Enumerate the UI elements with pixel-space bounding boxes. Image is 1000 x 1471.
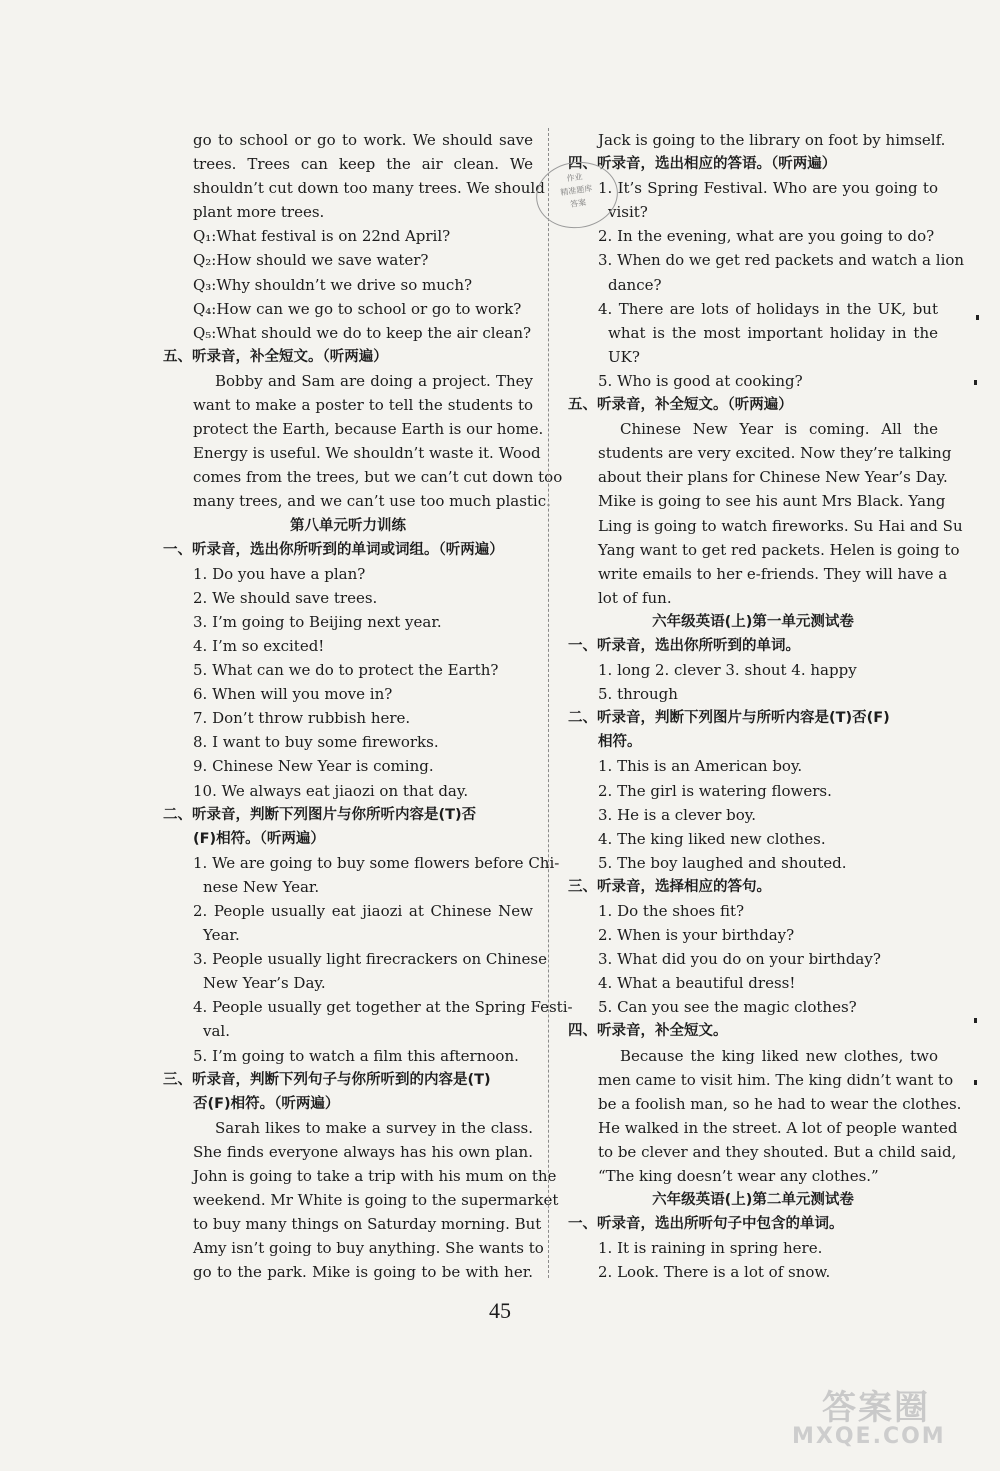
right-column-line: 2. The girl is watering flowers. [598, 781, 832, 800]
left-column-line: Energy is useful. We shouldn’t waste it. Wood [193, 444, 541, 463]
left-column-line: 8. I want to buy some fireworks. [193, 733, 439, 752]
left-column-line: 3. I’m going to Beijing next year. [193, 612, 442, 631]
left-column-line: 2. People usually eat jiaozi at Chinese New [193, 902, 533, 920]
right-column-line: to be clever and they shouted. But a child said, [598, 1142, 957, 1161]
left-column-line: Q₄:How can we go to school or go to work? [193, 299, 522, 318]
right-column [568, 128, 965, 1285]
left-column-line: shouldn’t cut down too many trees. We should [193, 179, 545, 198]
right-column-line: 一、听录音，选出你所听到的单词。 [568, 637, 800, 654]
left-column-line: to buy many things on Saturday morning. But [193, 1215, 542, 1234]
right-column-line: Because the king liked new clothes, two [620, 1046, 938, 1065]
left-column-line: 4. I’m so excited! [193, 636, 325, 655]
margin-mark [974, 1018, 977, 1023]
column-divider [548, 128, 549, 1278]
left-column-line: Amy isn’t going to buy anything. She wants to [193, 1239, 544, 1258]
right-column-line: 1. It is raining in spring here. [598, 1239, 823, 1258]
right-column-line: 四、听录音，选出相应的答语。（听两遍） [568, 156, 837, 173]
left-column-line: 2. We should save trees. [193, 588, 378, 607]
right-column-line: be a foolish man, so he had to wear the clothes. [598, 1094, 962, 1113]
right-column-line: 1. Do the shoes fit? [598, 902, 745, 920]
stamp-logo: 作业 精准题库 答案 [532, 157, 622, 234]
left-column-line: trees. Trees can keep the air clean. We [193, 155, 533, 174]
left-column-line: plant more trees. [193, 203, 325, 222]
left-column-line: 第八单元听力训练 [290, 517, 406, 534]
left-column-line: 五、听录音，补全短文。（听两遍） [163, 348, 388, 365]
right-column-line: men came to visit him. The king didn’t want to [598, 1070, 954, 1089]
right-column-line: 5. Who is good at cooking? [598, 371, 803, 390]
right-column-line: He walked in the street. A lot of people wanted [598, 1118, 958, 1137]
left-column-line: Year. [203, 926, 240, 945]
right-column-line: Jack is going to the library on foot by himself. [598, 131, 946, 149]
left-column-line: Q₅:What should we do to keep the air clean? [193, 323, 532, 342]
right-column-line: 2. Look. There is a lot of snow. [598, 1263, 831, 1282]
right-column-line: 五、听录音，补全短文。（听两遍） [568, 397, 793, 414]
page-number: 45 [489, 1298, 511, 1323]
right-column-line: 4. The king liked new clothes. [598, 829, 826, 848]
right-column-line: 相符。 [598, 734, 642, 751]
right-column-line: what is the most important holiday in the [608, 323, 938, 342]
left-column-line: 4. People usually get together at the Spring Festi- [193, 998, 573, 1017]
left-column-line: She finds everyone always has his own plan. [193, 1142, 533, 1161]
margin-mark [974, 380, 977, 385]
left-column-line: many trees, and we can’t use too much plastic. [193, 492, 551, 511]
right-column-line: 5. The boy laughed and shouted. [598, 853, 847, 872]
left-column-line: 否(F)相符。（听两遍） [193, 1095, 340, 1112]
right-column-line: 4. What a beautiful dress! [598, 974, 796, 993]
left-column-line: Q₃:Why shouldn’t we drive so much? [193, 275, 473, 294]
right-column-line: Yang want to get red packets. Helen is going to [598, 540, 960, 559]
left-column-line: 6. When will you move in? [193, 685, 393, 704]
left-column-line: 10. We always eat jiaozi on that day. [193, 781, 469, 800]
left-column-line: New Year’s Day. [203, 974, 326, 993]
right-column-line: 六年级英语(上)第二单元测试卷 [652, 1192, 854, 1209]
right-column-line: about their plans for Chinese New Year’s Day. [598, 468, 948, 487]
right-column-line: 三、听录音，选择相应的答句。 [568, 878, 771, 895]
right-column-line: write emails to her e-friends. They will have a [598, 564, 948, 583]
left-column-line: John is going to take a trip with his mum on the [193, 1167, 557, 1186]
left-column-line: Bobby and Sam are doing a project. They [215, 371, 533, 390]
right-column-line: 5. through [598, 685, 678, 704]
left-column-line: (F)相符。（听两遍） [193, 830, 325, 847]
right-column-line: 3. What did you do on your birthday? [598, 950, 881, 969]
left-column-line: 3. People usually light firecrackers on Chinese [193, 950, 547, 969]
right-column-line: UK? [608, 347, 640, 366]
right-column-line: 5. Can you see the magic clothes? [598, 998, 857, 1017]
right-column-line: dance? [608, 275, 662, 294]
left-column-line: 9. Chinese New Year is coming. [193, 757, 434, 776]
left-column-line: go to school or go to work. We should save [193, 131, 533, 149]
left-column-line: 7. Don’t throw rubbish here. [193, 709, 411, 728]
right-column-line: lot of fun. [598, 588, 672, 607]
left-column [163, 128, 573, 1285]
right-column-line: Chinese New Year is coming. All the [620, 420, 938, 439]
left-column-line: 5. I’m going to watch a film this afternoon. [193, 1046, 519, 1065]
left-column-line: 1. We are going to buy some flowers before Chi- [193, 853, 560, 872]
right-column-line: 1. This is an American boy. [598, 757, 803, 776]
left-column-line: weekend. Mr White is going to the supermarket [193, 1191, 559, 1210]
right-column-line: 六年级英语(上)第一单元测试卷 [652, 613, 854, 630]
watermark-logo: 答案圈 [822, 1388, 930, 1428]
left-column-line: 1. Do you have a plan? [193, 564, 366, 583]
right-column-line: “The king doesn’t wear any clothes.” [598, 1167, 879, 1186]
left-column-line: Q₁:What festival is on 22nd April? [193, 227, 451, 246]
left-column-line: comes from the trees, but we can’t cut down too [193, 468, 563, 487]
left-column-line: 5. What can we do to protect the Earth? [193, 661, 499, 680]
right-column-line: Ling is going to watch fireworks. Su Hai and Su [598, 516, 963, 535]
right-column-line: visit? [608, 203, 648, 222]
right-column-line: 3. He is a clever boy. [598, 805, 757, 824]
right-column-line: 一、听录音，选出所听句子中包含的单词。 [568, 1216, 844, 1233]
left-column-line: 一、听录音，选出你所听到的单词或词组。（听两遍） [163, 541, 504, 558]
right-column-line: students are very excited. Now they’re talking [598, 444, 952, 463]
right-column-line: 2. When is your birthday? [598, 926, 795, 945]
left-column-line: nese New Year. [203, 877, 320, 896]
left-column-line: Sarah likes to make a survey in the class. [215, 1118, 533, 1137]
right-column-line: 2. In the evening, what are you going to do? [598, 227, 935, 246]
right-column-line: 1. It’s Spring Festival. Who are you going to [598, 179, 938, 198]
watermark-url: MXQE.COM [792, 1424, 946, 1449]
right-column-line: Mike is going to see his aunt Mrs Black. Yang [598, 492, 946, 511]
margin-mark [976, 315, 979, 320]
right-column-line: 4. There are lots of holidays in the UK, but [598, 299, 938, 318]
left-column-line: 二、听录音，判断下列图片与你所听内容是(T)否 [163, 806, 477, 823]
left-column-line: 三、听录音，判断下列句子与你所听到的内容是(T) [163, 1071, 491, 1088]
left-column-line: protect the Earth, because Earth is our home. [193, 420, 544, 439]
left-column-line: val. [203, 1022, 230, 1041]
left-column-line: go to the park. Mike is going to be with her. [193, 1263, 533, 1282]
right-column-line: 3. When do we get red packets and watch a lion [598, 251, 965, 270]
right-column-line: 二、听录音，判断下列图片与所听内容是(T)否(F) [568, 710, 890, 727]
right-column-line: 四、听录音，补全短文。 [568, 1023, 728, 1040]
left-column-line: want to make a poster to tell the students to [193, 396, 533, 415]
left-column-line: Q₂:How should we save water? [193, 251, 429, 270]
margin-mark [974, 1080, 977, 1085]
right-column-line: 1. long 2. clever 3. shout 4. happy [598, 661, 857, 680]
